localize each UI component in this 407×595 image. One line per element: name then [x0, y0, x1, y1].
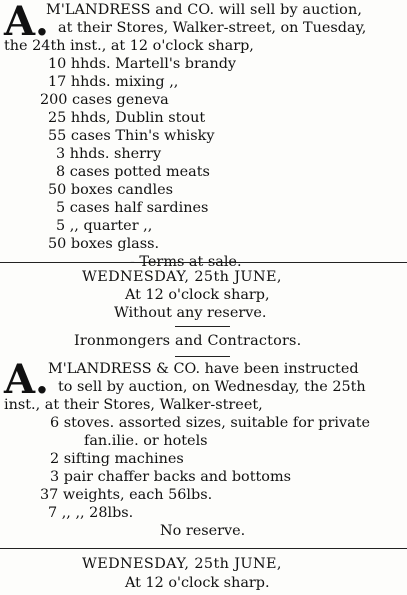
- drop-cap-a: A.: [4, 0, 49, 45]
- ad1-item: 17 hhds. mixing ,,: [48, 74, 179, 90]
- ad2-item: 7 ,, ,, 28lbs.: [48, 505, 134, 521]
- ad2-heading: Ironmongers and Contractors.: [74, 333, 302, 349]
- ad2-item: fan.ilie. or hotels: [84, 433, 208, 449]
- sale1-date: WEDNESDAY, 25th JUNE,: [82, 269, 282, 285]
- ad1-terms: - Terms at sale.: [130, 254, 242, 270]
- ad1-line-2: at their Stores, Walker-street, on Tuesday,: [58, 20, 367, 36]
- short-divider: [175, 356, 230, 357]
- ad2-item: 37 weights, each 56lbs.: [40, 487, 213, 503]
- ad1-item: 10 hhds. Martell's brandy: [48, 56, 237, 72]
- short-divider: [175, 326, 230, 327]
- ad2-item: 3 pair chaffer backs and bottoms: [50, 469, 291, 485]
- ad1-line-1: M'LANDRESS and CO. will sell by auction,: [46, 2, 362, 18]
- ad2-line-1: M'LANDRESS & CO. have been instructed: [48, 361, 359, 377]
- drop-cap-a: A.: [4, 356, 49, 403]
- ad1-item: 200 cases geneva: [40, 92, 169, 108]
- ad2-item: 6 stoves. assorted sizes, suitable for private: [50, 415, 371, 431]
- sale2-date: WEDNESDAY, 25th JUNE,: [82, 556, 282, 572]
- ad1-item: 5 ,, quarter ,,: [56, 218, 153, 234]
- sale1-time: At 12 o'clock sharp,: [125, 287, 270, 303]
- ad1-item: 3 hhds. sherry: [56, 146, 162, 162]
- ad1-line-3: the 24th inst., at 12 o'clock sharp,: [4, 38, 254, 54]
- ad1-item: 5 cases half sardines: [56, 200, 209, 216]
- ad2-item: 2 sifting machines: [50, 451, 184, 467]
- section-divider: [0, 548, 407, 549]
- section-divider: [0, 262, 407, 263]
- sale1-reserve: Without any reserve.: [114, 305, 267, 321]
- sale2-time: At 12 o'clock sharp.: [125, 575, 270, 591]
- ad1-item: 25 hhds, Dublin stout: [48, 110, 206, 126]
- ad1-item: 50 boxes candles: [48, 182, 173, 198]
- ad1-item: 50 boxes glass.: [48, 236, 160, 252]
- ad2-line-3: inst., at their Stores, Walker-street,: [4, 397, 263, 413]
- ad1-item: 55 cases Thin's whisky: [48, 128, 215, 144]
- ad1-item: 8 cases potted meats: [56, 164, 210, 180]
- ad2-reserve: No reserve.: [160, 523, 246, 539]
- ad2-line-2: to sell by auction, on Wednesday, the 25th: [58, 379, 366, 395]
